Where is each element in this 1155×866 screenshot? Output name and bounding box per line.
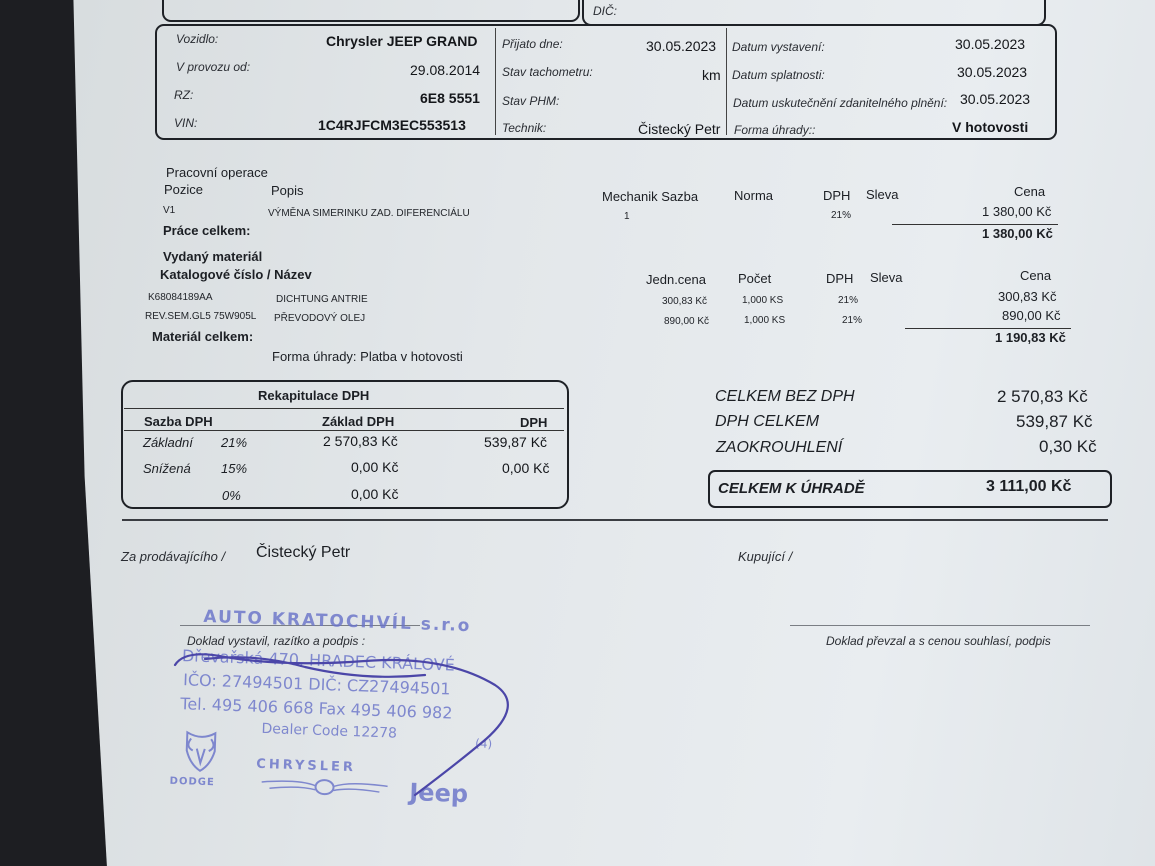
jeep-logo-text: Jeep bbox=[408, 778, 469, 809]
labor-h-pozice: Pozice bbox=[164, 182, 204, 197]
material-row-2-jedn: 890,00 Kč bbox=[664, 316, 710, 327]
labor-h-norma: Norma bbox=[734, 188, 774, 203]
plneni-label: Datum uskutečnění zdanitelného plnění: bbox=[733, 96, 948, 110]
issued-label: Doklad vystavil, razítko a podpis : bbox=[187, 634, 366, 648]
material-h-sleva: Sleva bbox=[870, 270, 903, 285]
vat-row-2-base: 0,00 Kč bbox=[351, 459, 399, 475]
dodge-logo-text: DODGE bbox=[169, 775, 215, 789]
material-row-2-nazev: PŘEVODOVÝ OLEJ bbox=[274, 313, 366, 324]
vystaveni-label: Datum vystavení: bbox=[732, 40, 825, 54]
material-h-katalog: Katalogové číslo / Název bbox=[160, 267, 312, 282]
material-row-1-pocet: 1,000 KS bbox=[742, 295, 784, 306]
material-h-pocet: Počet bbox=[738, 271, 772, 286]
material-h-jedn: Jedn.cena bbox=[646, 272, 706, 287]
labor-h-sleva: Sleva bbox=[866, 187, 899, 202]
stamp-line-4: Tel. 495 406 668 Fax 495 406 982 bbox=[180, 694, 453, 723]
technik-label: Technik: bbox=[502, 121, 547, 135]
handwritten-signature bbox=[165, 645, 535, 805]
stamp-line-3: IČO: 27494501 DIČ: CZ27494501 bbox=[182, 670, 451, 699]
rz-value: 6E8 5551 bbox=[420, 90, 480, 106]
vozidlo-label: Vozidlo: bbox=[176, 32, 219, 46]
material-row-1-jedn: 300,83 Kč bbox=[662, 296, 708, 307]
tachometr-unit: km bbox=[702, 67, 721, 83]
material-row-2-kod: REV.SEM.GL5 75W905L bbox=[145, 311, 257, 322]
labor-h-cena: Cena bbox=[1014, 184, 1046, 199]
stamp-number: (4) bbox=[474, 736, 493, 751]
prijato-label: Přijato dne: bbox=[502, 37, 563, 51]
received-label: Doklad převzal a s cenou souhlasí, podpis bbox=[826, 634, 1051, 648]
grand-total-value: 3 111,00 Kč bbox=[986, 478, 1072, 495]
tachometr-label: Stav tachometru: bbox=[502, 65, 593, 79]
labor-section-title: Pracovní operace bbox=[166, 165, 268, 180]
vat-row-1-vat: 539,87 Kč bbox=[484, 434, 548, 450]
material-section-title: Vydaný materiál bbox=[163, 249, 263, 264]
vat-row-2-vat: 0,00 Kč bbox=[502, 460, 550, 476]
top-fragment-box-right bbox=[582, 0, 1046, 26]
labor-h-mechanik: Mechanik Sazba bbox=[602, 189, 699, 204]
material-total-label: Materiál celkem: bbox=[152, 329, 254, 344]
stamp-line-5: Dealer Code 12278 bbox=[261, 720, 398, 742]
vat-row-1-base: 2 570,83 Kč bbox=[323, 433, 398, 449]
vat-row-3-base: 0,00 Kč bbox=[351, 486, 399, 502]
labor-row-cena: 1 380,00 Kč bbox=[982, 204, 1052, 219]
labor-total-value: 1 380,00 Kč bbox=[982, 226, 1053, 241]
vat-row-2-name: Snížená bbox=[143, 461, 191, 476]
vat-h-dph: DPH bbox=[520, 415, 548, 430]
plneni-value: 30.05.2023 bbox=[960, 91, 1031, 107]
material-row-1-nazev: DICHTUNG ANTRIE bbox=[276, 294, 368, 305]
rz-label: RZ: bbox=[174, 88, 194, 102]
labor-row-pozice: V1 bbox=[163, 205, 176, 216]
totals-bez-value: 2 570,83 Kč bbox=[997, 387, 1088, 406]
vat-row-2-rate: 15% bbox=[221, 461, 248, 476]
vin-label: VIN: bbox=[174, 116, 198, 130]
totals-zaokr-value: 0,30 Kč bbox=[1039, 437, 1097, 456]
material-total-value: 1 190,83 Kč bbox=[995, 330, 1066, 345]
totals-dph-value: 539,87 Kč bbox=[1016, 412, 1093, 431]
vat-row-3-rate: 0% bbox=[222, 488, 241, 503]
material-h-dph: DPH bbox=[826, 271, 854, 286]
buyer-label: Kupující / bbox=[738, 549, 793, 564]
vat-h-zaklad: Základ DPH bbox=[322, 414, 395, 429]
stamp-line-2: Dřevařská 470, HRADEC KRÁLOVÉ bbox=[181, 646, 456, 675]
prijato-value: 30.05.2023 bbox=[646, 38, 717, 54]
labor-row-popis: VÝMĚNA SIMERINKU ZAD. DIFERENCIÁLU bbox=[268, 208, 470, 219]
vozidlo-value: Chrysler JEEP GRAND bbox=[326, 33, 478, 49]
dic-label: DIČ: bbox=[593, 4, 617, 18]
material-payment: Forma úhrady: Platba v hotovosti bbox=[272, 349, 463, 364]
totals-bez-label: CELKEM BEZ DPH bbox=[715, 388, 855, 405]
material-h-cena: Cena bbox=[1020, 268, 1052, 283]
splatnosti-value: 30.05.2023 bbox=[957, 64, 1028, 80]
stamp-line-1: AUTO KRATOCHVÍL s.r.o bbox=[203, 606, 472, 637]
forma-value: V hotovosti bbox=[952, 119, 1029, 135]
top-fragment-box bbox=[162, 0, 580, 22]
chrysler-logo-text: CHRYSLER bbox=[256, 756, 357, 776]
labor-total-label: Práce celkem: bbox=[163, 223, 251, 238]
material-row-2-cena: 890,00 Kč bbox=[1002, 308, 1061, 323]
vat-row-1-rate: 21% bbox=[221, 435, 248, 450]
totals-dph-label: DPH CELKEM bbox=[715, 413, 820, 430]
material-row-2-pocet: 1,000 KS bbox=[744, 315, 786, 326]
vin-value: 1C4RJFCM3EC553513 bbox=[318, 117, 466, 133]
splatnosti-label: Datum splatnosti: bbox=[732, 68, 825, 82]
seller-name: Čistecký Petr bbox=[256, 544, 351, 561]
labor-h-popis: Popis bbox=[271, 183, 304, 198]
vat-h-sazba: Sazba DPH bbox=[144, 414, 213, 429]
technik-value: Čistecký Petr bbox=[638, 121, 721, 137]
labor-row-sazba: 1 bbox=[624, 211, 630, 222]
material-row-1-cena: 300,83 Kč bbox=[998, 289, 1057, 304]
material-row-1-dph: 21% bbox=[838, 295, 859, 306]
forma-label: Forma úhrady:: bbox=[734, 123, 816, 137]
labor-row-dph: 21% bbox=[831, 210, 852, 221]
material-row-1-kod: K68084189AA bbox=[148, 292, 213, 303]
material-row-2-dph: 21% bbox=[842, 315, 863, 326]
phm-label: Stav PHM: bbox=[502, 94, 560, 108]
labor-h-dph: DPH bbox=[823, 188, 851, 203]
provozu-value: 29.08.2014 bbox=[410, 62, 481, 78]
grand-total-label: CELKEM K ÚHRADĚ bbox=[718, 480, 865, 497]
vat-title: Rekapitulace DPH bbox=[258, 388, 370, 403]
totals-zaokr-label: ZAOKROUHLENÍ bbox=[716, 439, 843, 456]
seller-label: Za prodávajícího / bbox=[121, 549, 226, 564]
vat-row-1-name: Základní bbox=[143, 435, 193, 450]
vehicle-info-box bbox=[155, 24, 1057, 140]
vystaveni-value: 30.05.2023 bbox=[955, 36, 1026, 52]
provozu-label: V provozu od: bbox=[176, 60, 251, 74]
